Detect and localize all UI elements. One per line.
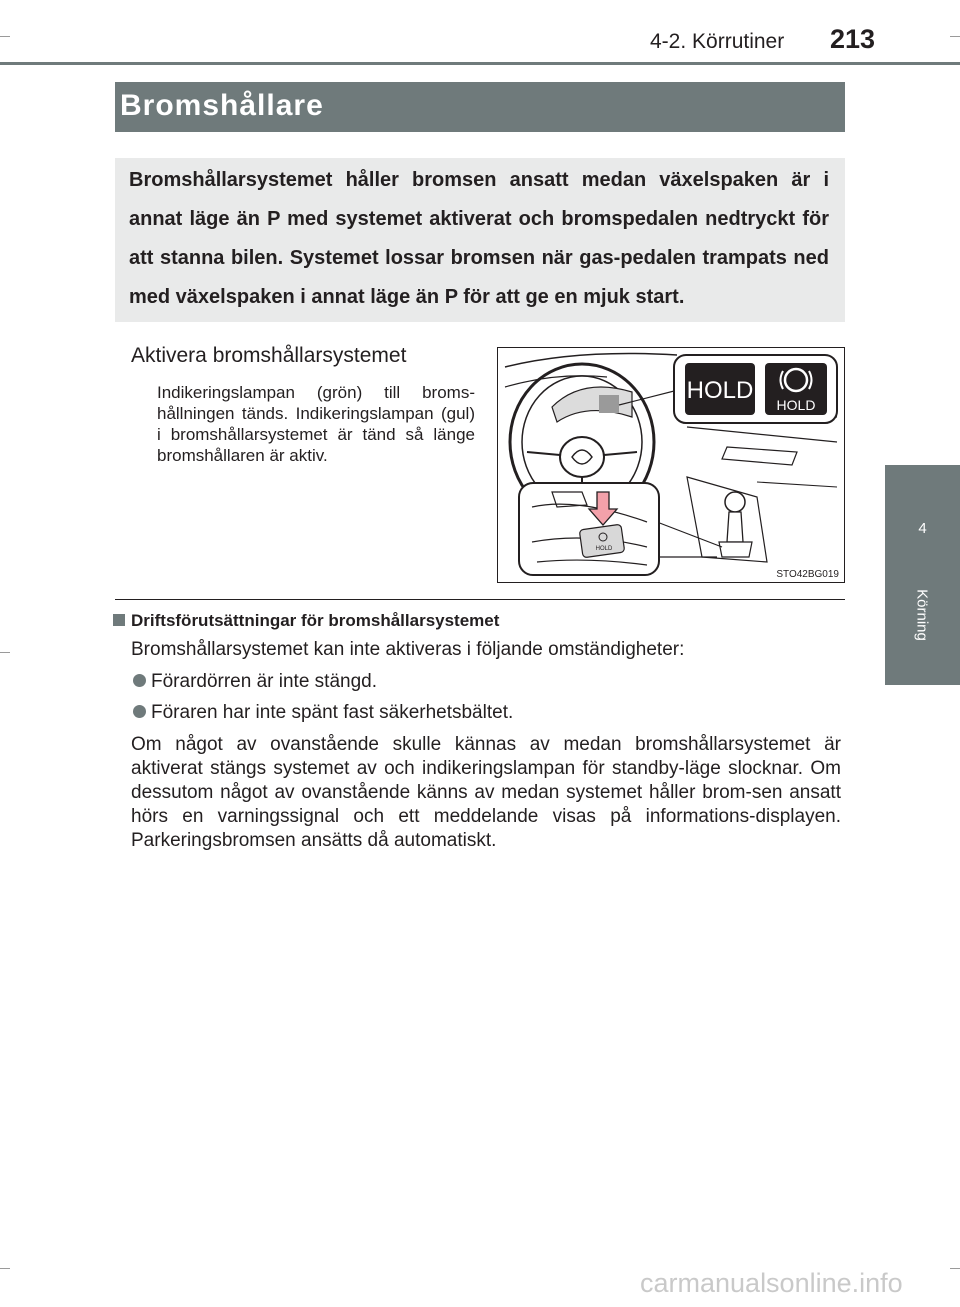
section-divider <box>115 599 845 600</box>
list-item: Förardörren är inte stängd. <box>133 671 377 693</box>
crop-mark <box>950 1268 960 1269</box>
hold-indicator-text: HOLD <box>686 377 754 404</box>
title-bar <box>115 82 845 132</box>
chapter-tab-number: 4 <box>918 520 927 537</box>
crop-mark <box>0 1268 10 1269</box>
section-label: 4-2. Körrutiner <box>650 30 785 53</box>
conditions-intro: Bromshållarsystemet kan inte aktiveras i följande omständigheter: <box>131 639 685 660</box>
hold-switch-illustration <box>497 347 845 583</box>
header-rule <box>0 62 960 65</box>
page-number: 213 <box>830 24 876 54</box>
intro-box <box>115 158 845 322</box>
watermark[interactable]: carmanualsonline.info <box>640 1268 903 1298</box>
conditions-heading <box>113 611 499 631</box>
chapter-tab[interactable] <box>885 465 960 685</box>
crop-mark <box>0 36 10 37</box>
hold-button-label: HOLD <box>595 546 613 552</box>
crop-mark <box>0 652 10 653</box>
circle-bullet-icon <box>133 674 146 687</box>
intro-text: Bromshållarsystemet håller bromsen ansatt medan växelspaken är i annat läge än P med systemet aktiverat och bromspedalen nedtryckt för att stanna bilen. Systemet lossar bromsen när gas-pedalen trampats ned med växelspaken i annat läge än P för att ge en mjuk start. <box>129 169 829 308</box>
circle-bullet-icon <box>133 705 146 718</box>
activate-heading: Aktivera bromshållarsystemet <box>131 344 407 367</box>
page-title: Bromshållare <box>120 89 324 122</box>
activate-description: Indikeringslampan (grön) till broms-hållningen tänds. Indikeringslampan (gul) i bromshållarsystemet är tänd så länge bromshållaren är aktiv. <box>157 383 475 465</box>
figure-code: STO42BG019 <box>776 569 839 580</box>
conditions-heading-text: Driftsförutsättningar för bromshållarsystemet <box>131 611 500 630</box>
conditions-paragraph: Om något av ovanstående skulle kännas av medan bromshållarsystemet är aktiverat stängs systemet av och indikeringslampan för standby-läge slocknar. Om dessutom något av ovanstående känns av medan systemet håller brom-sen ansatt hörs en varningssignal och ett meddelande visas på informations-displayen. Parkeringsbromsen ansätts då automatiskt. <box>131 734 841 851</box>
chapter-tab-label: Körning <box>913 589 931 641</box>
list-item: Föraren har inte spänt fast säkerhetsbältet. <box>133 702 513 724</box>
square-bullet-icon <box>113 614 125 626</box>
hold-icon-text: HOLD <box>776 397 816 413</box>
crop-mark <box>950 36 960 37</box>
